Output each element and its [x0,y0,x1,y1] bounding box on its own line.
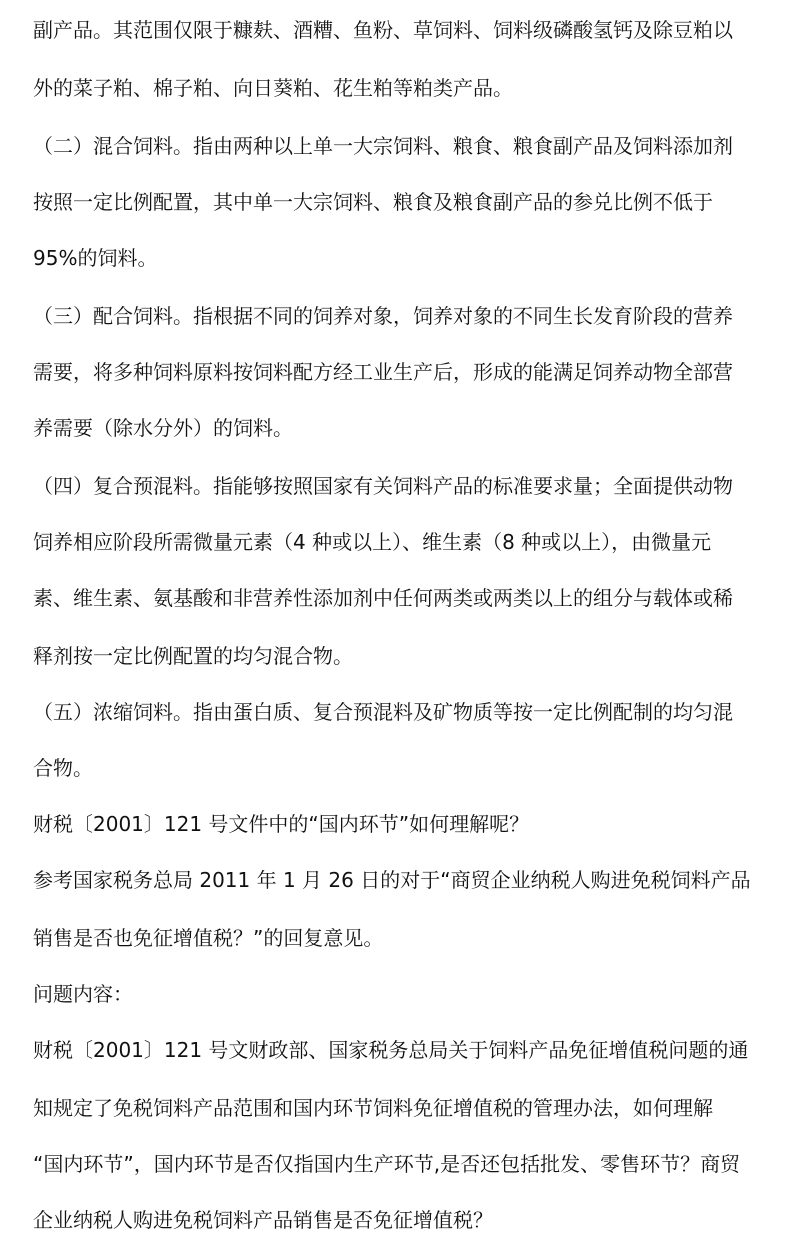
text-line: 知规定了免税饲料产品范围和国内环节饲料免征增值税的管理办法，如何理解 [33,1096,713,1120]
text-line: “国内环节”，国内环节是否仅指国内生产环节,是否还包括批发、零售环节？商贸 [33,1152,741,1176]
text-line: 按照一定比例配置，其中单一大宗饲料、粮食及粮食副产品的参兑比例不低于 [33,190,713,214]
text-line: 需要，将多种饲料原料按饲料配方经工业生产后，形成的能满足饲养动物全部营 [33,360,733,384]
text-line: （二）混合饲料。指由两种以上单一大宗饲料、粮食、粮食副产品及饲料添加剂 [33,134,733,158]
text-line: 养需要（除水分外）的饲料。 [33,416,293,440]
text-line: 外的菜子粕、棉子粕、向日葵粕、花生粕等粕类产品。 [33,76,513,100]
text-line: （五）浓缩饲料。指由蛋白质、复合预混料及矿物质等按一定比例配制的均匀混 [33,700,733,724]
text-line: 参考国家税务总局 2011 年 1 月 26 日的对于“商贸企业纳税人购进免税饲料产品 [33,868,751,892]
text-line: 销售是否也免征增值税？”的回复意见。 [33,926,384,950]
text-line: （三）配合饲料。指根据不同的饲养对象，饲养对象的不同生长发育阶段的营养 [33,304,733,328]
text-line: 合物。 [33,756,93,780]
text-line: 财税〔2001〕121 号文财政部、国家税务总局关于饲料产品免征增值税问题的通 [33,1038,749,1062]
text-line: （四）复合预混料。指能够按照国家有关饲料产品的标准要求量；全面提供动物 [33,474,733,498]
text-line: 饲养相应阶段所需微量元素（4 种或以上）、维生素（8 种或以上），由微量元 [33,530,712,554]
text-line: 释剂按一定比例配置的均匀混合物。 [33,644,353,668]
text-line: 企业纳税人购进免税饲料产品销售是否免征增值税？ [33,1208,493,1232]
text-line: 95%的饲料。 [33,246,158,270]
text-line: 问题内容： [33,982,133,1006]
text-line: 副产品。其范围仅限于糠麸、酒糟、鱼粉、草饲料、饲料级磷酸氢钙及除豆粕以 [33,18,733,42]
text-line: 素、维生素、氨基酸和非营养性添加剂中任何两类或两类以上的组分与载体或稀 [33,586,733,610]
text-line: 财税〔2001〕121 号文件中的“国内环节”如何理解呢？ [33,812,530,836]
